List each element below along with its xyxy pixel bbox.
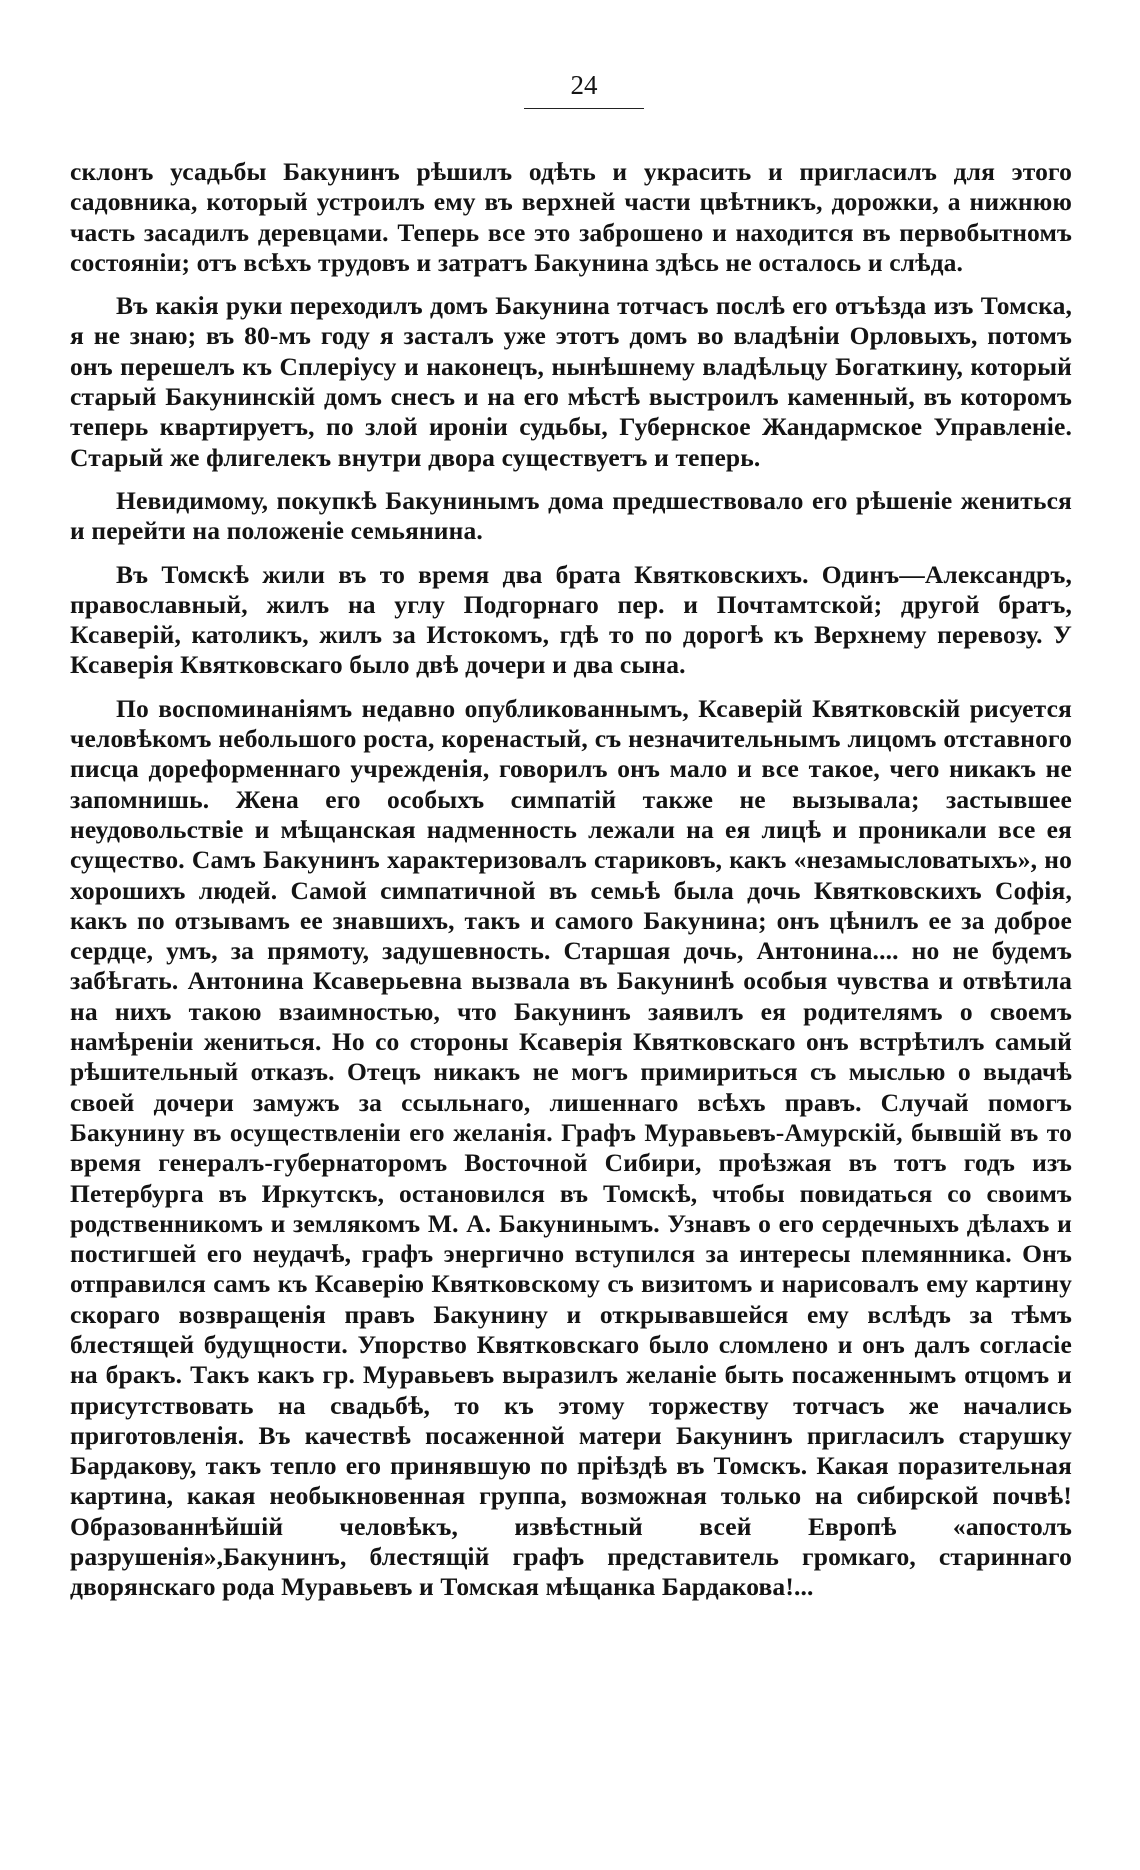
paragraph-5: По воспоминаніямъ недавно опубликованнымъ, Ксаверій Квятковскій рисуется человѣкомъ небольшого роста, коренастый, съ незначительнымъ лицомъ отставного писца дореформеннаго учрежденія, говорилъ онъ мало и все такое, чего никакъ не запомнишь. Жена его особыхъ симпатій также не вызывала; застывшее неудовольствіе и мѣщанская надменность лежали на ея лицѣ и проникали все ея существо. Самъ Бакунинъ характеризовалъ стариковъ, какъ «незамысловатыхъ», но хорошихъ людей. Самой симпатичной въ семьѣ была дочь Квятковскихъ Софія, какъ по отзывамъ ее знавшихъ, такъ и самого Бакунина; онъ цѣнилъ ее за доброе сердце, умъ, за прямоту, задушевность. Старшая дочь, Антонина.... но не будемъ забѣгать. Антонина Ксаверьевна вызвала въ Бакунинѣ особыя чувства и отвѣтила на нихъ такою взаимностью, что Бакунинъ заявилъ ея родителямъ о своемъ намѣреніи жениться. Но со стороны Ксаверія Квятковскаго онъ встрѣтилъ самый рѣшительный отказъ. Отецъ никакъ не могъ примириться съ мыслью о выдачѣ своей дочери замужъ за ссыльнаго, лишеннаго всѣхъ правъ. Случай помогъ Бакунину въ осуществленіи его желанія. Графъ Муравьевъ-Амурскій, бывшій въ то время генералъ-губернаторомъ Восточной Сибири, проѣзжая въ тотъ годъ изъ Петербурга въ Иркутскъ, остановился въ Томскѣ, чтобы повидаться со своимъ родственникомъ и землякомъ М. А. Бакунинымъ. Узнавъ о его сердечныхъ дѣлахъ и постигшей его неудачѣ, графъ энергично вступился за интересы племянника. Онъ отправился самъ къ Ксаверію Квятковскому съ визитомъ и нарисовалъ ему картину скораго возвращенія правъ Бакунину и открывавшейся ему вслѣдъ за тѣмъ блестящей будущности. Упорство Квятковскаго было сломлено и онъ далъ согласіе на бракъ. Такъ какъ гр. Муравьевъ выразилъ желаніе быть посаженнымъ отцомъ и присутствовать на свадьбѣ, то къ этому торжеству тотчасъ же начались приготовленія. Въ качествѣ посаженной матери Бакунинъ пригласилъ старушку Бардакову, такъ тепло его принявшую по пріѣздѣ въ Томскъ. Какая поразительная картина, какая необыкновенная группа, возможная только на сибирской почвѣ! Образованнѣйшій человѣкъ, извѣстный всей Европѣ «апостолъ разрушенія»,Бакунинъ, блестящій графъ представитель громкаго, стариннаго дворянскаго рода Муравьевъ и Томская мѣщанка Бардакова!... [70,693,1072,1602]
paragraph-2: Въ какія руки переходилъ домъ Бакунина тотчасъ послѣ его отъѣзда изъ Томска, я не знаю; въ 80-мъ году я засталъ уже этотъ домъ во владѣніи Орловыхъ, потомъ онъ перешелъ къ Сплеріусу и наконецъ, нынѣшнему владѣльцу Богаткину, который старый Бакунинскій домъ снесъ и на его мѣстѣ выстроилъ каменный, въ которомъ теперь квартируетъ, по злой ироніи судьбы, Губернское Жандармское Управленіе. Старый же флигелекъ внутри двора существуетъ и теперь. [70,291,1072,472]
paragraph-1: склонъ усадьбы Бакунинъ рѣшилъ одѣть и украсить и пригласилъ для этого садовника, который устроилъ ему въ верхней части цвѣтникъ, дорожки, а нижнюю часть засадилъ деревцами. Теперь все это заброшено и находится въ первобытномъ состояніи; отъ всѣхъ трудовъ и затратъ Бакунина здѣсь не осталось и слѣда. [70,157,1072,277]
body-text [70,157,1072,1603]
page-number: 24 [570,70,598,100]
paragraph-3: Невидимому, покупкѣ Бакунинымъ дома предшествовало его рѣшеніе жениться и перейти на положеніе семьянина. [70,485,1072,546]
paragraph-4: Въ Томскѣ жили въ то время два брата Квятковскихъ. Одинъ—Александръ, православный, жилъ на углу Подгорнаго пер. и Почтамтской; другой братъ, Ксаверій, католикъ, жилъ за Истокомъ, гдѣ то по дорогѣ къ Верхнему перевозу. У Ксаверія Квятковскаго было двѣ дочери и два сына. [70,559,1072,680]
page-number-rule [524,108,644,109]
